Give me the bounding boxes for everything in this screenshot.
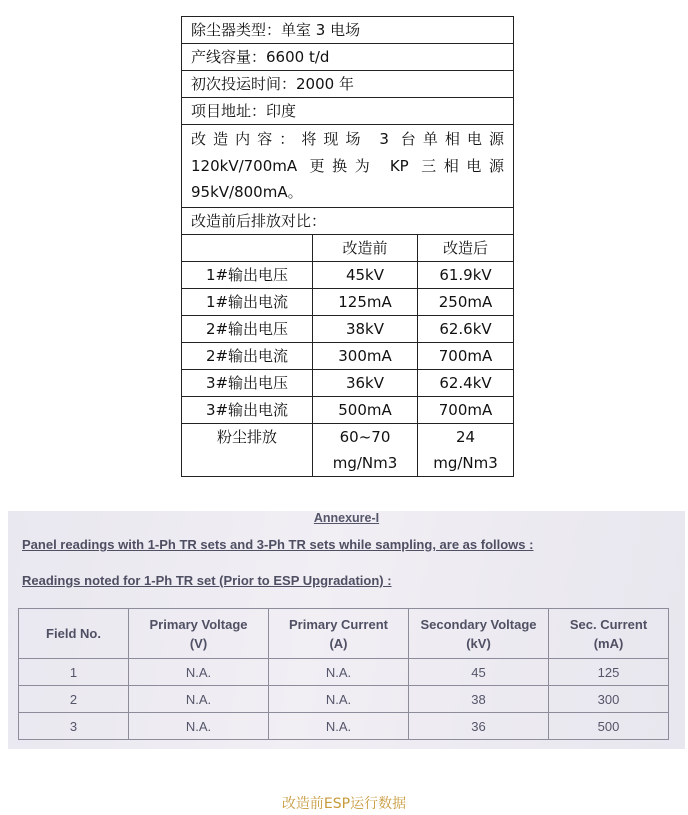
header-line: Secondary Voltage: [420, 616, 537, 632]
col-field-no: [19, 609, 129, 659]
commissioning-time: 初次投运时间：2000 年: [182, 71, 514, 98]
annexure-title: Annexure-I: [313, 511, 380, 525]
annexure-photo: [8, 511, 685, 749]
cell: N.A.: [269, 713, 409, 740]
spec-table: [181, 16, 514, 477]
row-item: 2#输出电流: [182, 342, 313, 369]
row-item: 2#输出电压: [182, 315, 313, 342]
annexure-subtitle: Panel readings with 1-Ph TR sets and 3-Ph TR sets while sampling, are as follows :: [22, 537, 534, 552]
col-secondary-voltage: [409, 609, 549, 659]
row-item: 1#输出电流: [182, 288, 313, 315]
header-line: Primary Voltage: [149, 616, 248, 632]
header-blank: [182, 234, 313, 261]
capacity: 产线容量：6600 t/d: [182, 44, 514, 71]
header-line: Field No.: [46, 626, 101, 641]
row-before: 45kV: [313, 261, 418, 288]
row-after: 62.4kV: [418, 369, 514, 396]
header-unit: (V): [189, 635, 208, 651]
dust-before-value: 60~70: [339, 427, 391, 446]
dust-before: [313, 423, 418, 476]
cell: N.A.: [129, 659, 269, 686]
cell: 3: [19, 713, 129, 740]
header-after: 改造后: [418, 234, 514, 261]
table-row: [182, 396, 514, 423]
col-primary-voltage: [129, 609, 269, 659]
row-before: 36kV: [313, 369, 418, 396]
comparison-heading: 改造前后排放对比：: [182, 207, 514, 234]
table-row: [19, 686, 669, 713]
comparison-header-row: [182, 234, 514, 261]
table-row: [182, 369, 514, 396]
row-after: 250mA: [418, 288, 514, 315]
table-row: [19, 659, 669, 686]
table-row: [182, 288, 514, 315]
readings-header-row: [19, 609, 669, 659]
table-row: [182, 315, 514, 342]
row-before: 38kV: [313, 315, 418, 342]
row-before: 300mA: [313, 342, 418, 369]
cell: 36: [409, 713, 549, 740]
header-line: Sec. Current: [569, 616, 648, 632]
project-location: 项目地址：印度: [182, 98, 514, 125]
cell: N.A.: [129, 713, 269, 740]
table-row: [182, 261, 514, 288]
cell: N.A.: [269, 659, 409, 686]
row-after: 61.9kV: [418, 261, 514, 288]
cell: 45: [409, 659, 549, 686]
cell: N.A.: [269, 686, 409, 713]
readings-table: [18, 608, 669, 740]
row-before: 125mA: [313, 288, 418, 315]
dust-after-value: 24: [455, 427, 476, 446]
table-row: [182, 342, 514, 369]
cell: 125: [549, 659, 669, 686]
header-unit: (kV): [466, 635, 491, 651]
header-unit: (A): [329, 635, 348, 651]
row-after: 700mA: [418, 396, 514, 423]
header-unit: (mA): [593, 635, 624, 651]
dust-collector-type: 除尘器类型：单室 3 电场: [182, 17, 514, 44]
dust-before-unit: mg/Nm3: [332, 453, 398, 472]
dust-emission-row: [182, 423, 514, 476]
col-primary-current: [269, 609, 409, 659]
row-before: 500mA: [313, 396, 418, 423]
dust-after-unit: mg/Nm3: [433, 453, 498, 472]
header-before: 改造前: [313, 234, 418, 261]
cell: N.A.: [129, 686, 269, 713]
row-after: 62.6kV: [418, 315, 514, 342]
table-row: [19, 713, 669, 740]
row-item: 1#输出电压: [182, 261, 313, 288]
dust-item: 粉尘排放: [182, 423, 313, 476]
cell: 500: [549, 713, 669, 740]
cell: 1: [19, 659, 129, 686]
modification-description: 改造内容：将现场 3 台单相电源 120kV/700mA 更换为 KP 三相电源 95kV/800mA。: [182, 125, 514, 208]
cell: 2: [19, 686, 129, 713]
dust-after: [418, 423, 514, 476]
cell: 300: [549, 686, 669, 713]
col-sec-current: [549, 609, 669, 659]
annexure-section: Readings noted for 1-Ph TR set (Prior to ESP Upgradation) :: [22, 573, 392, 588]
header-line: Primary Current: [289, 616, 388, 632]
row-item: 3#输出电流: [182, 396, 313, 423]
row-after: 700mA: [418, 342, 514, 369]
cell: 38: [409, 686, 549, 713]
figure-caption: 改造前ESP运行数据: [281, 796, 407, 812]
row-item: 3#输出电压: [182, 369, 313, 396]
